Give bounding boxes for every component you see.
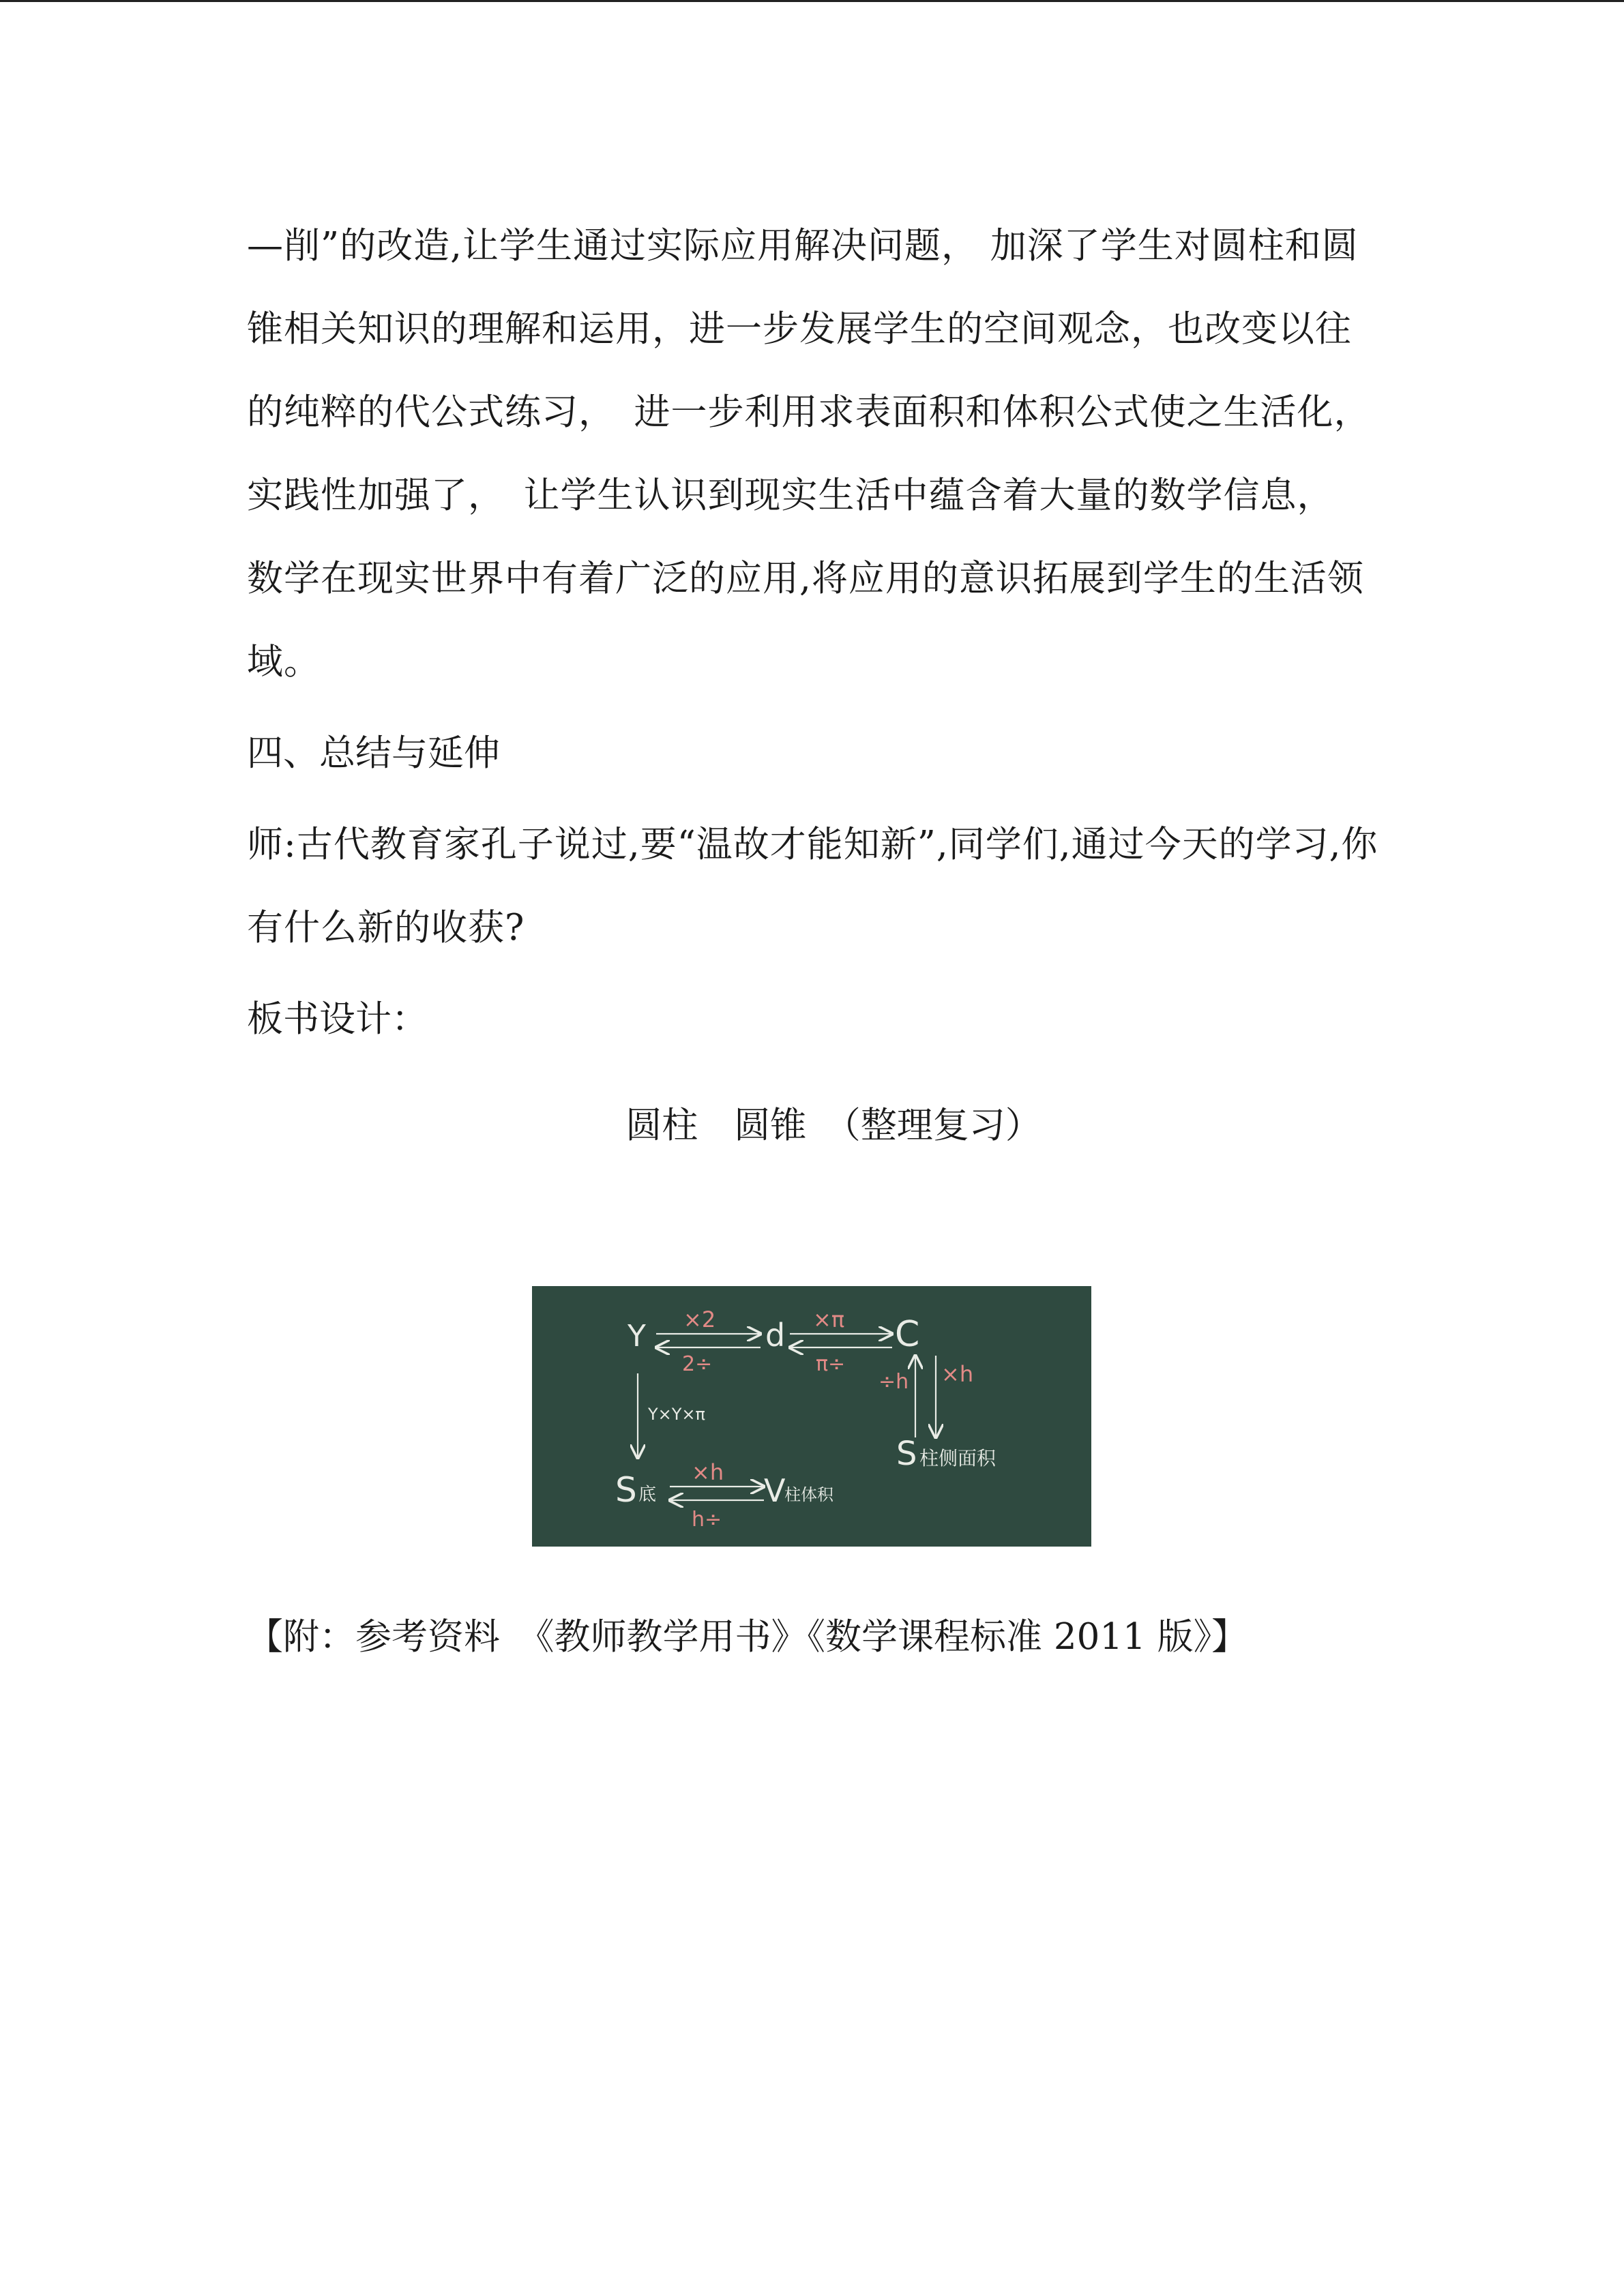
base-area-sub-label: 底	[638, 1485, 657, 1505]
teacher-question: 师:古代教育家孔子说过,要“温故才能知新”,同学们,通过今天的学习,你有什么新的收获?	[247, 824, 1378, 949]
body-paragraph: —削”的改造,让学生通过实际应用解决问题， 加深了学生对圆柱和圆锥相关知识的理解和运用，进一步发展学生的空间观念，也改变以往的纯粹的代公式练习， 进一步利用求表面积和体积公式使之生活化， 实践性加强了， 让学生认识到现实生活中蕴含着大量的数学信息， 数学在现实世界中有着广泛的应用,将应用的意识拓展到学生的生活领域。	[247, 225, 1389, 683]
div-pi-label: π÷	[816, 1352, 846, 1376]
diameter-label: d	[765, 1317, 786, 1354]
board-title: 圆柱 圆锥 （整理复习）	[625, 1105, 1042, 1146]
times-h-right-label: ×h	[941, 1361, 974, 1387]
times-two-label: ×2	[683, 1307, 716, 1332]
side-area-sub-label: 柱侧面积	[919, 1447, 996, 1470]
div-h-bottom-label: h÷	[692, 1508, 722, 1532]
r-r-pi-label: Y×Y×π	[648, 1405, 705, 1424]
div-h-right-label: ÷h	[879, 1370, 909, 1394]
top-border	[0, 0, 1624, 2]
times-h-bottom-label: ×h	[692, 1459, 724, 1485]
board-design-label: 板书设计：	[247, 998, 428, 1040]
blackboard-diagram	[532, 1286, 1091, 1547]
reference-note: 【附：参考资料 《教师教学用书》《数学课程标准 2011 版》】	[247, 1616, 1248, 1658]
times-pi-label: ×π	[813, 1307, 845, 1332]
radius-label: Y	[628, 1319, 646, 1354]
section-heading: 四、总结与延伸	[247, 732, 500, 774]
side-area-s-label: S	[896, 1435, 917, 1473]
div-two-label: 2÷	[682, 1352, 713, 1376]
circumference-label: C	[895, 1314, 920, 1355]
document-page	[247, 205, 1389, 1167]
base-area-s-label: S	[615, 1470, 637, 1510]
volume-sub-label: 柱体积	[784, 1485, 833, 1504]
volume-v-label: V	[764, 1472, 786, 1509]
blackboard-image	[532, 1286, 1091, 1547]
